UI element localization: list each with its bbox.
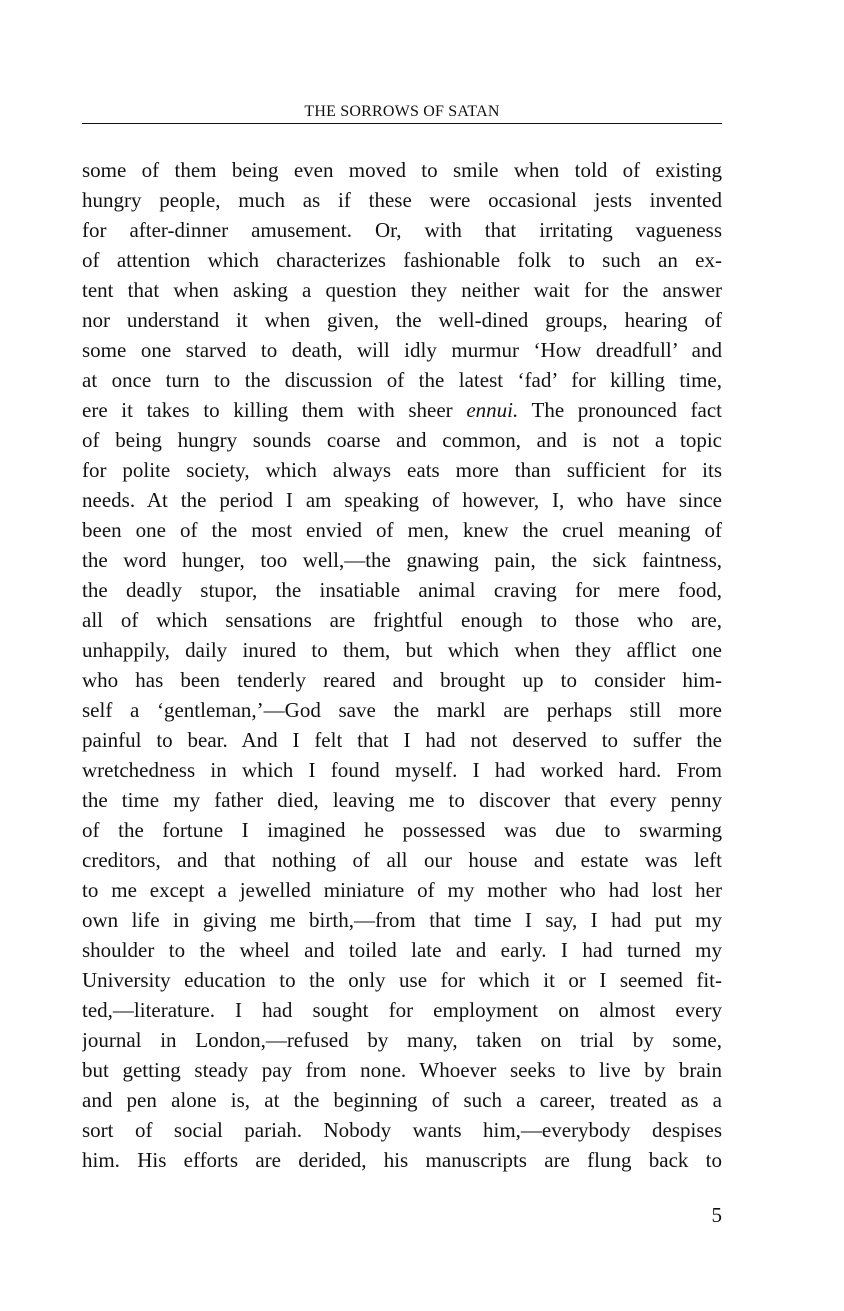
header-rule — [82, 123, 722, 124]
text-line: ted,—literature. I had sought for employment on almost every — [82, 998, 722, 1022]
text-line: who has been tenderly reared and brought up to consider him- — [82, 668, 722, 692]
text-line: self a ‘gentleman,’—God save the markl are perhaps still more — [82, 698, 722, 722]
text-line: at once turn to the discussion of the latest ‘fad’ for killing time, — [82, 368, 722, 392]
text-line: unhappily, daily inured to them, but which when they afflict one — [82, 638, 722, 662]
text-line: some one starved to death, will idly murmur ‘How dreadfull’ and — [82, 338, 722, 362]
text-line: and pen alone is, at the beginning of such a career, treated as a — [82, 1088, 722, 1112]
text-line-with-italic — [82, 395, 722, 425]
page-number: 5 — [711, 1203, 722, 1227]
text-line: tent that when asking a question they neither wait for the answer — [82, 278, 722, 302]
text-line: to me except a jewelled miniature of my mother who had lost her — [82, 878, 722, 902]
text-line: been one of the most envied of men, knew the cruel meaning of — [82, 518, 722, 542]
text-line: for after-dinner amusement. Or, with that irritating vagueness — [82, 218, 722, 242]
text-line: journal in London,—refused by many, taken on trial by some, — [82, 1028, 722, 1052]
italic-word: ennui. — [466, 398, 519, 422]
text-line: of being hungry sounds coarse and common, and is not a topic — [82, 428, 722, 452]
text-line: nor understand it when given, the well-dined groups, hearing of — [82, 308, 722, 332]
text-line: needs. At the period I am speaking of however, I, who have since — [82, 488, 722, 512]
text-line: hungry people, much as if these were occasional jests invented — [82, 188, 722, 212]
text-line: shoulder to the wheel and toiled late and early. I had turned my — [82, 938, 722, 962]
body-text — [82, 155, 722, 1175]
text-line: but getting steady pay from none. Whoever seeks to live by brain — [82, 1058, 722, 1082]
text-line: him. His efforts are derided, his manuscripts are flung back to — [82, 1148, 722, 1172]
text-line: own life in giving me birth,—from that time I say, I had put my — [82, 908, 722, 932]
text-line: University education to the only use for which it or I seemed fit- — [82, 968, 722, 992]
running-head: THE SORROWS OF SATAN — [304, 103, 500, 120]
text-segment: ere it takes to killing them with sheer — [82, 398, 467, 422]
text-line: sort of social pariah. Nobody wants him,—everybody despises — [82, 1118, 722, 1142]
text-line: painful to bear. And I felt that I had not deserved to suffer the — [82, 728, 722, 752]
text-line: wretchedness in which I found myself. I had worked hard. From — [82, 758, 722, 782]
text-line: for polite society, which always eats more than sufficient for its — [82, 458, 722, 482]
text-segment: The pronounced fact — [518, 398, 722, 422]
text-line: the word hunger, too well,—the gnawing pain, the sick faintness, — [82, 548, 722, 572]
text-line: the deadly stupor, the insatiable animal craving for mere food, — [82, 578, 722, 602]
text-line: of the fortune I imagined he possessed was due to swarming — [82, 818, 722, 842]
text-line: creditors, and that nothing of all our house and estate was left — [82, 848, 722, 872]
text-line: the time my father died, leaving me to discover that every penny — [82, 788, 722, 812]
text-line: all of which sensations are frightful enough to those who are, — [82, 608, 722, 632]
text-line: some of them being even moved to smile when told of existing — [82, 158, 722, 182]
text-line: of attention which characterizes fashionable folk to such an ex- — [82, 248, 722, 272]
